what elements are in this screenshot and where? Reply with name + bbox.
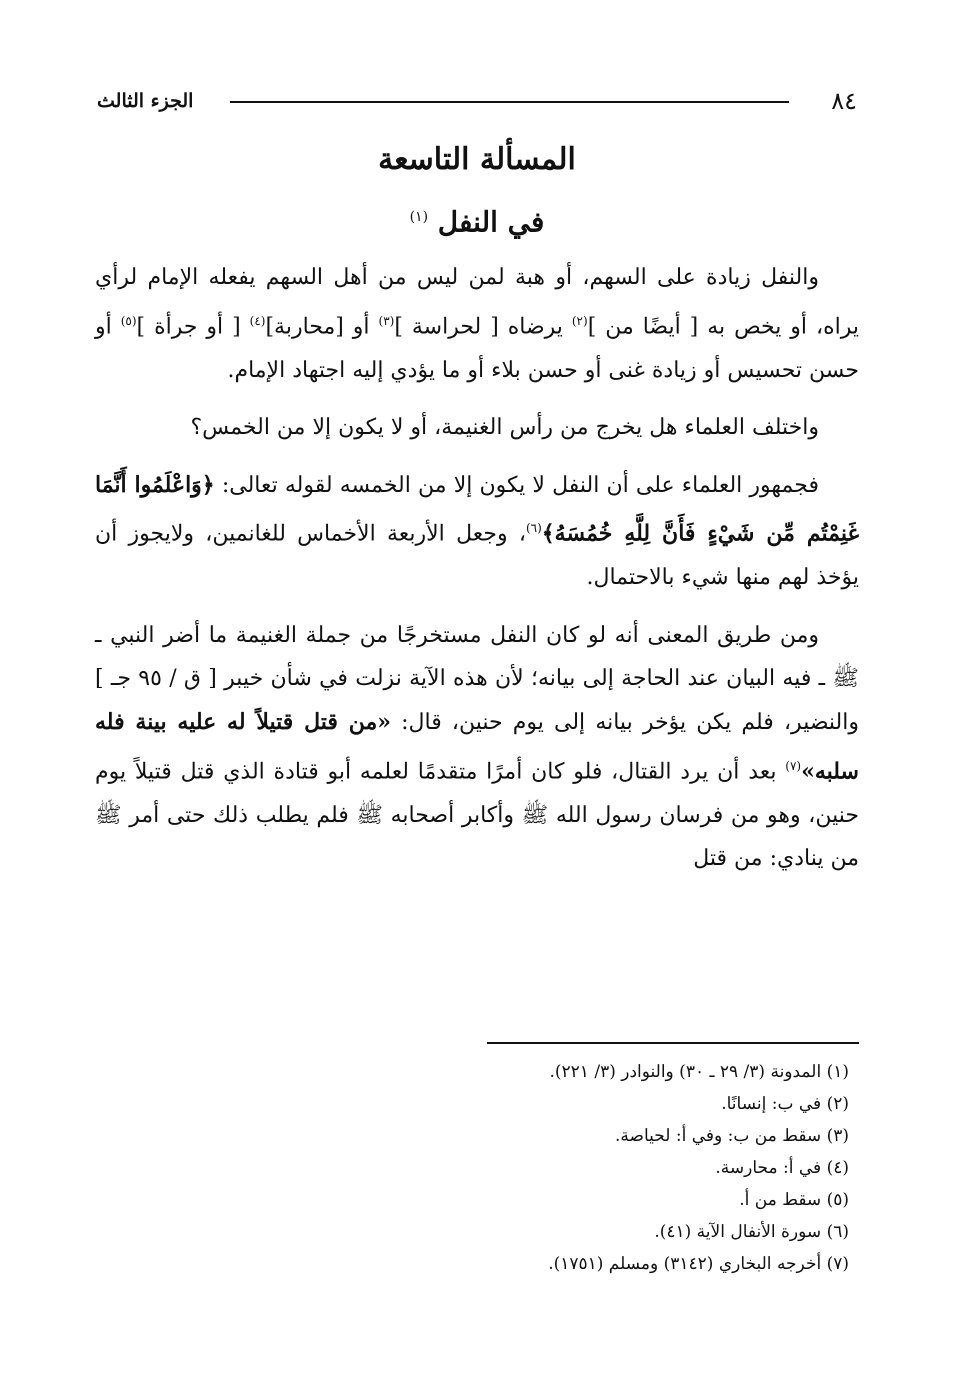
quran-quote: ﴿وَاعْلَمُوا أَنَّمَا غَنِمْتُم مِّن شَيْءٍ فَأَنَّ لِلَّهِ خُمُسَهُ﴾ <box>95 471 860 547</box>
paragraph-text: أو [محاربة] <box>265 313 379 339</box>
paragraph-text: أو حسن تحسيس أو زيادة غنى أو حسن بلاء أو ما يؤدي إليه اجتهاد الإمام. <box>95 313 859 383</box>
footnote: (٥) سقط من أ. <box>739 1190 849 1210</box>
footnote: (٤) في أ: محارسة. <box>715 1158 849 1178</box>
section-subtitle <box>95 196 859 243</box>
footnote: (٦) سورة الأنفال الآية (٤١). <box>654 1222 849 1242</box>
footnote: (٢) في ب: إنسانًا. <box>721 1094 849 1114</box>
running-title: الجزء الثالث <box>97 90 194 112</box>
footnote: (٧) أخرجه البخاري (٣١٤٢) ومسلم (١٧٥١). <box>548 1254 849 1274</box>
paragraph-1 <box>95 256 859 392</box>
footnote-ref: (٥) <box>120 313 137 328</box>
footnote: (١) المدونة (٣/ ٢٩ ـ ٣٠) والنوادر (٣/ ٢٢١). <box>549 1062 849 1082</box>
paragraph-2: واختلف العلماء هل يخرج من رأس الغنيمة، أو لا يكون إلا من الخمس؟ <box>190 415 819 441</box>
footnote-rule <box>487 1042 859 1044</box>
footnote-ref: (٦) <box>525 521 542 536</box>
page-header <box>95 84 859 118</box>
paragraph-text: فجمهور العلماء على أن النفل لا يكون إلا من الخمسه لقوله تعالى: <box>214 472 819 498</box>
paragraph-text: ومن طريق المعنى أنه لو كان النفل مستخرجًا من جملة الغنيمة ما أضر النبي ـ ﷺ ـ فيه البيان عند الحاجة إلى بيانه؛ لأن هذه الآية نزلت في شأن خيبر [ ق / ٩٥ جـ ] والنضير، فلم يكن يؤخر بيانه إلى يوم حنين، قال: <box>95 622 859 735</box>
paragraph-3 <box>95 464 859 600</box>
paragraph-text: [ أو جرأة ] <box>136 313 250 339</box>
paragraph-text: ، وجعل الأربعة الأخماس للغانمين، ولايجوز أن يؤخذ لهم منها شيء بالاحتمال. <box>95 521 859 591</box>
footnote-ref: (٢) <box>571 313 588 328</box>
footnotes <box>95 1056 859 1280</box>
subtitle-text: في النفل <box>437 205 545 239</box>
paragraph-text: والنفل زيادة على السهم، أو هبة لمن ليس من أهل السهم يفعله الإمام لرأي يراه، أو يخص به [ أيضًا من ] <box>95 265 859 339</box>
page-number: ٨٤ <box>831 87 857 115</box>
footnote-ref: (٧) <box>785 758 802 773</box>
hadith-quote: «من قتل قتيلاً له عليه بينة فله سلبه» <box>95 709 859 784</box>
body-text <box>95 256 859 895</box>
paragraph-4 <box>95 614 859 881</box>
footnote-ref: (٣) <box>378 313 395 328</box>
header-rule <box>230 101 789 103</box>
footnote-ref: (١) <box>409 209 429 225</box>
paragraph-text: بعد أن يرد القتال، فلو كان أمرًا متقدمًا لعلمه أبو قتادة الذي قتل قتيلاً يوم حنين، وهو من فرسان رسول الله ﷺ وأكابر أصحابه ﷺ فلم يطلب ذلك حتى أمر ﷺ من ينادي: من قتل <box>95 758 859 872</box>
paragraph-text: يرضاه [ لحراسة ] <box>394 313 572 339</box>
section-title: المسألة التاسعة <box>378 142 576 177</box>
footnote: (٣) سقط من ب: وفي أ: لحياصة. <box>615 1126 849 1146</box>
footnote-ref: (٤) <box>249 313 266 328</box>
